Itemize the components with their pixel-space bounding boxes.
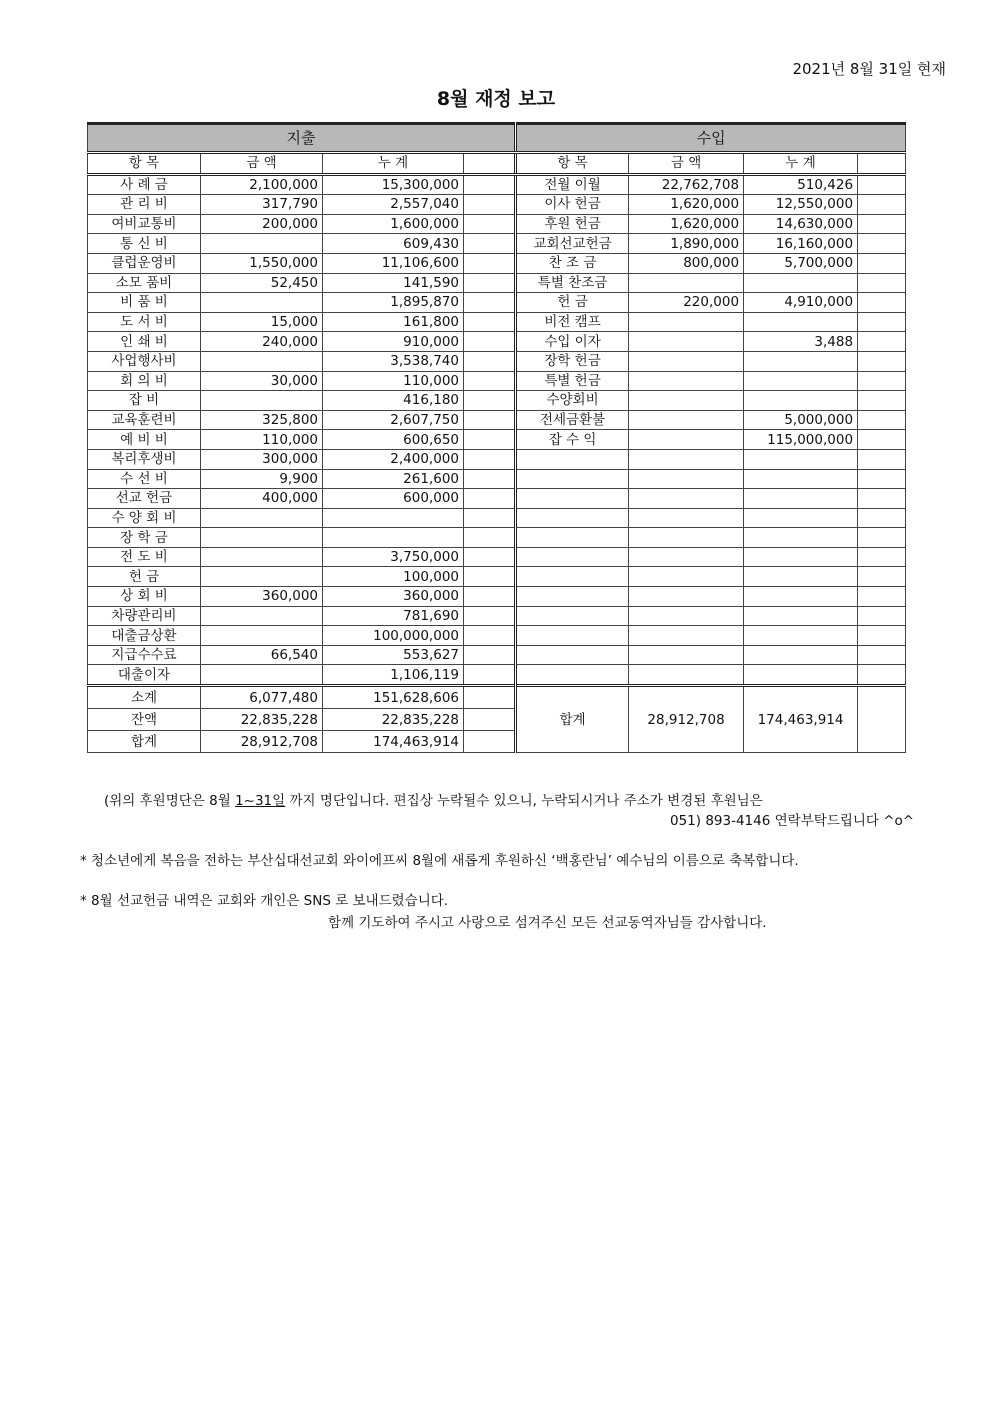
expense-amount bbox=[201, 351, 323, 371]
donor-note-period: 1~31일 bbox=[235, 793, 286, 809]
income-cumulative bbox=[744, 528, 858, 548]
table-row bbox=[88, 587, 906, 607]
expense-cumulative: 15,300,000 bbox=[323, 174, 464, 195]
table-row bbox=[88, 645, 906, 665]
income-cumulative bbox=[744, 626, 858, 646]
income-item: 헌 금 bbox=[516, 293, 629, 313]
table-row bbox=[88, 567, 906, 587]
blank-cell bbox=[464, 528, 516, 548]
expense-item: 선교 헌금 bbox=[88, 489, 201, 509]
blank-cell bbox=[464, 410, 516, 430]
expense-item: 지급수수료 bbox=[88, 645, 201, 665]
expense-cumulative: 553,627 bbox=[323, 645, 464, 665]
income-item bbox=[516, 508, 629, 528]
expense-section-header: 지출 bbox=[88, 124, 516, 153]
expense-cumulative: 141,590 bbox=[323, 273, 464, 293]
donor-note-text: 까지 명단입니다. 편집상 누락될수 있으니, 누락되시거나 주소가 변경된 후원님은 bbox=[285, 793, 763, 809]
income-item bbox=[516, 547, 629, 567]
expense-amount bbox=[201, 391, 323, 411]
page-title: 8월 재정 보고 bbox=[436, 88, 556, 110]
income-cumulative: 12,550,000 bbox=[744, 195, 858, 215]
expense-cumulative: 100,000,000 bbox=[323, 626, 464, 646]
table-row bbox=[88, 174, 906, 195]
blank-cell bbox=[858, 371, 906, 391]
blank-cell bbox=[464, 606, 516, 626]
income-cumulative: 3,488 bbox=[744, 332, 858, 352]
income-amount: 1,620,000 bbox=[629, 195, 744, 215]
expense-amount: 110,000 bbox=[201, 430, 323, 450]
table-row bbox=[88, 489, 906, 509]
expense-item: 통 신 비 bbox=[88, 234, 201, 254]
income-amount bbox=[629, 508, 744, 528]
blank-cell bbox=[858, 174, 906, 195]
blank-cell bbox=[858, 606, 906, 626]
income-cumulative bbox=[744, 547, 858, 567]
expense-cumulative: 110,000 bbox=[323, 371, 464, 391]
expense-cumulative: 600,650 bbox=[323, 430, 464, 450]
table-row bbox=[88, 312, 906, 332]
income-cumulative: 4,910,000 bbox=[744, 293, 858, 313]
expense-cumulative: 360,000 bbox=[323, 587, 464, 607]
blank-cell bbox=[464, 174, 516, 195]
blank-cell bbox=[464, 567, 516, 587]
expense-item: 수 양 회 비 bbox=[88, 508, 201, 528]
blank-cell bbox=[464, 626, 516, 646]
expense-cumulative: 1,600,000 bbox=[323, 214, 464, 234]
expense-item: 상 회 비 bbox=[88, 587, 201, 607]
table-row bbox=[88, 195, 906, 215]
expense-amount: 9,900 bbox=[201, 469, 323, 489]
blank-cell bbox=[464, 430, 516, 450]
income-cumulative bbox=[744, 606, 858, 626]
income-cumulative bbox=[744, 645, 858, 665]
table-row bbox=[88, 273, 906, 293]
expense-amount: 240,000 bbox=[201, 332, 323, 352]
income-amount bbox=[629, 449, 744, 469]
table-row bbox=[88, 626, 906, 646]
table-row bbox=[88, 469, 906, 489]
table-row bbox=[88, 371, 906, 391]
expense-item: 전 도 비 bbox=[88, 547, 201, 567]
expense-item: 사업행사비 bbox=[88, 351, 201, 371]
income-cumulative bbox=[744, 273, 858, 293]
expense-cumulative bbox=[323, 508, 464, 528]
blank-cell bbox=[464, 449, 516, 469]
summary-label: 잔액 bbox=[88, 709, 201, 731]
table-row bbox=[88, 332, 906, 352]
income-item: 전월 이월 bbox=[516, 174, 629, 195]
expense-amount: 2,100,000 bbox=[201, 174, 323, 195]
expense-amount bbox=[201, 293, 323, 313]
expense-item-header: 항 목 bbox=[88, 153, 201, 175]
income-item bbox=[516, 489, 629, 509]
income-item: 찬 조 금 bbox=[516, 253, 629, 273]
blank-cell bbox=[858, 645, 906, 665]
expense-item: 교육훈련비 bbox=[88, 410, 201, 430]
expense-amount bbox=[201, 234, 323, 254]
blank-cell bbox=[858, 430, 906, 450]
table-row bbox=[88, 528, 906, 548]
expense-item: 회 의 비 bbox=[88, 371, 201, 391]
expense-amount bbox=[201, 626, 323, 646]
table-row bbox=[88, 547, 906, 567]
income-item: 특별 헌금 bbox=[516, 371, 629, 391]
summary-row bbox=[88, 686, 906, 709]
blessing-note: * 청소년에게 복음을 전하는 부산십대선교회 와이에프씨 8월에 새롭게 후원하신 ‘백홍란님’ 예수님의 이름으로 축복합니다. bbox=[80, 853, 799, 869]
blank-cell bbox=[858, 214, 906, 234]
blank-cell bbox=[464, 709, 516, 731]
income-amount bbox=[629, 547, 744, 567]
income-item: 수양회비 bbox=[516, 391, 629, 411]
expense-cumulative-header: 누 계 bbox=[323, 153, 464, 175]
expense-item: 대출이자 bbox=[88, 665, 201, 686]
expense-item: 소모 품비 bbox=[88, 273, 201, 293]
income-item bbox=[516, 626, 629, 646]
income-item-header: 항 목 bbox=[516, 153, 629, 175]
blank-cell bbox=[858, 351, 906, 371]
income-item bbox=[516, 587, 629, 607]
income-item: 이사 헌금 bbox=[516, 195, 629, 215]
expense-amount-header: 금 액 bbox=[201, 153, 323, 175]
income-cumulative bbox=[744, 587, 858, 607]
income-item bbox=[516, 469, 629, 489]
income-cumulative bbox=[744, 489, 858, 509]
blank-cell bbox=[858, 489, 906, 509]
blank-cell bbox=[858, 469, 906, 489]
blank-cell bbox=[858, 449, 906, 469]
expense-amount bbox=[201, 665, 323, 686]
expense-amount: 200,000 bbox=[201, 214, 323, 234]
income-cumulative bbox=[744, 567, 858, 587]
blank-cell bbox=[464, 686, 516, 709]
income-cumulative bbox=[744, 469, 858, 489]
summary-label: 소계 bbox=[88, 686, 201, 709]
income-amount: 1,890,000 bbox=[629, 234, 744, 254]
income-amount bbox=[629, 606, 744, 626]
income-item: 수입 이자 bbox=[516, 332, 629, 352]
expense-item: 장 학 금 bbox=[88, 528, 201, 548]
expense-item: 수 선 비 bbox=[88, 469, 201, 489]
expense-item: 관 리 비 bbox=[88, 195, 201, 215]
blank-cell bbox=[858, 253, 906, 273]
blank-cell bbox=[464, 253, 516, 273]
expense-amount bbox=[201, 508, 323, 528]
income-cumulative: 5,700,000 bbox=[744, 253, 858, 273]
blank-cell bbox=[464, 547, 516, 567]
income-cumulative bbox=[744, 449, 858, 469]
table-row bbox=[88, 508, 906, 528]
report-date: 2021년 8월 31일 현재 bbox=[792, 60, 946, 78]
expense-cumulative: 161,800 bbox=[323, 312, 464, 332]
income-amount bbox=[629, 332, 744, 352]
expense-cumulative: 910,000 bbox=[323, 332, 464, 352]
blank-cell bbox=[858, 391, 906, 411]
summary-amount: 28,912,708 bbox=[201, 731, 323, 753]
income-amount: 220,000 bbox=[629, 293, 744, 313]
income-amount: 800,000 bbox=[629, 253, 744, 273]
income-cumulative bbox=[744, 665, 858, 686]
blank-cell bbox=[464, 214, 516, 234]
expense-item: 헌 금 bbox=[88, 567, 201, 587]
finance-table bbox=[87, 122, 906, 753]
income-total-label: 합계 bbox=[516, 686, 629, 753]
contact-note: 051) 893-4146 연락부탁드립니다 ^o^ bbox=[670, 813, 915, 829]
expense-cumulative: 3,538,740 bbox=[323, 351, 464, 371]
expense-cumulative: 261,600 bbox=[323, 469, 464, 489]
income-item bbox=[516, 567, 629, 587]
donor-note bbox=[104, 789, 763, 809]
expense-cumulative: 11,106,600 bbox=[323, 253, 464, 273]
income-cumulative bbox=[744, 312, 858, 332]
blank-cell bbox=[464, 371, 516, 391]
blank-cell bbox=[464, 731, 516, 753]
blank-cell bbox=[858, 528, 906, 548]
expense-item: 비 품 비 bbox=[88, 293, 201, 313]
expense-amount: 400,000 bbox=[201, 489, 323, 509]
income-item: 특별 찬조금 bbox=[516, 273, 629, 293]
income-section-header: 수입 bbox=[516, 124, 906, 153]
expense-amount bbox=[201, 528, 323, 548]
blank-cell bbox=[464, 391, 516, 411]
blank-cell bbox=[858, 626, 906, 646]
income-item: 비전 캠프 bbox=[516, 312, 629, 332]
expense-item: 차량관리비 bbox=[88, 606, 201, 626]
blank-cell bbox=[858, 665, 906, 686]
income-item: 장학 헌금 bbox=[516, 351, 629, 371]
table-row bbox=[88, 253, 906, 273]
income-total-amount: 28,912,708 bbox=[629, 686, 744, 753]
income-amount bbox=[629, 489, 744, 509]
table-row bbox=[88, 665, 906, 686]
income-amount-header: 금 액 bbox=[629, 153, 744, 175]
table-row bbox=[88, 391, 906, 411]
blank-cell bbox=[464, 508, 516, 528]
expense-item: 대출금상환 bbox=[88, 626, 201, 646]
expense-item: 사 례 금 bbox=[88, 174, 201, 195]
income-total-cumulative: 174,463,914 bbox=[744, 686, 858, 753]
table-row bbox=[88, 430, 906, 450]
expense-amount: 30,000 bbox=[201, 371, 323, 391]
income-cumulative bbox=[744, 351, 858, 371]
table-row bbox=[88, 214, 906, 234]
income-amount bbox=[629, 469, 744, 489]
expense-amount bbox=[201, 547, 323, 567]
income-amount bbox=[629, 665, 744, 686]
expense-cumulative: 2,400,000 bbox=[323, 449, 464, 469]
income-cumulative: 510,426 bbox=[744, 174, 858, 195]
table-row bbox=[88, 449, 906, 469]
summary-amount: 6,077,480 bbox=[201, 686, 323, 709]
blank-cell bbox=[858, 410, 906, 430]
blank-cell bbox=[464, 195, 516, 215]
income-cumulative: 115,000,000 bbox=[744, 430, 858, 450]
blank-cell bbox=[858, 332, 906, 352]
expense-amount: 325,800 bbox=[201, 410, 323, 430]
expense-amount: 15,000 bbox=[201, 312, 323, 332]
expense-cumulative: 781,690 bbox=[323, 606, 464, 626]
expense-amount bbox=[201, 606, 323, 626]
income-item bbox=[516, 449, 629, 469]
blank-cell bbox=[464, 234, 516, 254]
expense-amount: 360,000 bbox=[201, 587, 323, 607]
income-amount bbox=[629, 391, 744, 411]
expense-amount: 317,790 bbox=[201, 195, 323, 215]
income-item: 잡 수 익 bbox=[516, 430, 629, 450]
income-amount: 22,762,708 bbox=[629, 174, 744, 195]
income-amount bbox=[629, 312, 744, 332]
expense-item: 도 서 비 bbox=[88, 312, 201, 332]
income-amount bbox=[629, 587, 744, 607]
blank-cell bbox=[464, 489, 516, 509]
blank-cell bbox=[464, 332, 516, 352]
blank-cell bbox=[858, 195, 906, 215]
blank-cell bbox=[858, 273, 906, 293]
expense-item: 인 쇄 비 bbox=[88, 332, 201, 352]
expense-item: 예 비 비 bbox=[88, 430, 201, 450]
income-amount bbox=[629, 371, 744, 391]
expense-item: 클럽운영비 bbox=[88, 253, 201, 273]
table-row bbox=[88, 606, 906, 626]
expense-amount: 66,540 bbox=[201, 645, 323, 665]
summary-label: 합계 bbox=[88, 731, 201, 753]
blank-cell bbox=[858, 567, 906, 587]
expense-amount: 52,450 bbox=[201, 273, 323, 293]
summary-amount: 22,835,228 bbox=[201, 709, 323, 731]
expense-cumulative: 100,000 bbox=[323, 567, 464, 587]
income-item: 전세금환불 bbox=[516, 410, 629, 430]
blank-cell bbox=[464, 351, 516, 371]
income-cumulative bbox=[744, 508, 858, 528]
expense-cumulative: 609,430 bbox=[323, 234, 464, 254]
blank-cell bbox=[464, 587, 516, 607]
table-row bbox=[88, 351, 906, 371]
expense-cumulative: 3,750,000 bbox=[323, 547, 464, 567]
expense-cumulative: 416,180 bbox=[323, 391, 464, 411]
income-item bbox=[516, 665, 629, 686]
expense-cumulative: 600,000 bbox=[323, 489, 464, 509]
blank-cell bbox=[858, 587, 906, 607]
donor-note-text: (위의 후원명단은 8월 bbox=[104, 793, 236, 809]
blank-cell bbox=[858, 686, 906, 753]
table-row bbox=[88, 410, 906, 430]
income-amount: 1,620,000 bbox=[629, 214, 744, 234]
income-cumulative: 5,000,000 bbox=[744, 410, 858, 430]
income-cumulative: 14,630,000 bbox=[744, 214, 858, 234]
summary-cumulative: 151,628,606 bbox=[323, 686, 464, 709]
income-amount bbox=[629, 351, 744, 371]
table-row bbox=[88, 234, 906, 254]
income-item bbox=[516, 645, 629, 665]
blank-cell bbox=[858, 153, 906, 175]
blank-cell bbox=[464, 665, 516, 686]
expense-cumulative: 1,895,870 bbox=[323, 293, 464, 313]
blank-cell bbox=[858, 234, 906, 254]
income-amount bbox=[629, 626, 744, 646]
expense-cumulative: 2,607,750 bbox=[323, 410, 464, 430]
expense-item: 복리후생비 bbox=[88, 449, 201, 469]
summary-cumulative: 22,835,228 bbox=[323, 709, 464, 731]
blank-cell bbox=[858, 547, 906, 567]
summary-cumulative: 174,463,914 bbox=[323, 731, 464, 753]
income-item: 교회선교헌금 bbox=[516, 234, 629, 254]
blank-cell bbox=[858, 312, 906, 332]
sns-note: * 8월 선교헌금 내역은 교회와 개인은 SNS 로 보내드렸습니다. bbox=[80, 893, 449, 909]
income-cumulative bbox=[744, 371, 858, 391]
income-amount bbox=[629, 645, 744, 665]
blank-cell bbox=[858, 508, 906, 528]
blank-cell bbox=[858, 293, 906, 313]
income-amount bbox=[629, 528, 744, 548]
expense-amount: 300,000 bbox=[201, 449, 323, 469]
income-item: 후원 헌금 bbox=[516, 214, 629, 234]
expense-cumulative: 1,106,119 bbox=[323, 665, 464, 686]
table-row bbox=[88, 293, 906, 313]
thanks-note: 함께 기도하여 주시고 사랑으로 섬겨주신 모든 선교동역자님들 감사합니다. bbox=[328, 915, 767, 931]
income-amount bbox=[629, 430, 744, 450]
blank-cell bbox=[464, 645, 516, 665]
income-cumulative bbox=[744, 391, 858, 411]
income-amount bbox=[629, 567, 744, 587]
blank-cell bbox=[464, 273, 516, 293]
income-amount bbox=[629, 273, 744, 293]
blank-cell bbox=[464, 469, 516, 489]
blank-cell bbox=[464, 153, 516, 175]
expense-cumulative: 2,557,040 bbox=[323, 195, 464, 215]
income-item bbox=[516, 606, 629, 626]
expense-amount bbox=[201, 567, 323, 587]
income-item bbox=[516, 528, 629, 548]
expense-item: 여비교통비 bbox=[88, 214, 201, 234]
income-amount bbox=[629, 410, 744, 430]
expense-amount: 1,550,000 bbox=[201, 253, 323, 273]
expense-item: 잡 비 bbox=[88, 391, 201, 411]
blank-cell bbox=[464, 293, 516, 313]
blank-cell bbox=[464, 312, 516, 332]
expense-cumulative bbox=[323, 528, 464, 548]
income-cumulative-header: 누 계 bbox=[744, 153, 858, 175]
income-cumulative: 16,160,000 bbox=[744, 234, 858, 254]
